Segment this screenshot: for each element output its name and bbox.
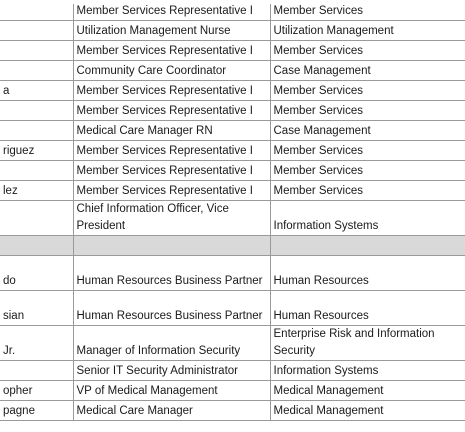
job-title-cell[interactable]: Community Care Coordinator xyxy=(73,61,270,81)
department-cell[interactable]: Utilization Management xyxy=(270,21,465,41)
name-cell[interactable]: opher xyxy=(0,381,73,401)
job-title-cell[interactable]: Member Services Representative I xyxy=(73,181,270,201)
department-cell[interactable]: Case Management xyxy=(270,121,465,141)
department-cell[interactable]: Member Services xyxy=(270,41,465,61)
job-title-cell[interactable]: Medical Care Manager RN xyxy=(73,121,270,141)
department-cell[interactable] xyxy=(270,236,465,256)
name-cell[interactable]: Jr. xyxy=(0,326,73,361)
table-row xyxy=(0,41,465,61)
name-cell[interactable] xyxy=(0,21,73,41)
table-row xyxy=(0,326,465,361)
job-title-cell[interactable]: Member Services Representative I xyxy=(73,141,270,161)
table-row xyxy=(0,21,465,41)
table-row xyxy=(0,81,465,101)
job-title-cell[interactable]: Member Services Representative I xyxy=(73,161,270,181)
name-cell[interactable]: sian xyxy=(0,291,73,326)
table-row xyxy=(0,236,465,256)
name-cell[interactable] xyxy=(0,101,73,121)
name-cell[interactable]: lez xyxy=(0,181,73,201)
job-title-cell[interactable]: Senior IT Security Administrator xyxy=(73,361,270,381)
job-title-cell[interactable]: Member Services Representative I xyxy=(73,1,270,21)
job-title-cell[interactable]: Chief Information Officer, Vice President xyxy=(73,201,270,236)
department-cell[interactable]: Medical Management xyxy=(270,381,465,401)
job-title-cell[interactable]: Member Services Representative I xyxy=(73,101,270,121)
table-row xyxy=(0,401,465,421)
name-cell[interactable] xyxy=(0,161,73,181)
department-cell[interactable]: Member Services xyxy=(270,141,465,161)
job-title-cell[interactable]: Human Resources Business Partner xyxy=(73,291,270,326)
department-cell[interactable]: Human Resources xyxy=(270,256,465,291)
name-cell[interactable] xyxy=(0,236,73,256)
table-row xyxy=(0,181,465,201)
table-row xyxy=(0,291,465,326)
department-cell[interactable]: Member Services xyxy=(270,161,465,181)
table-row xyxy=(0,361,465,381)
department-cell[interactable]: Member Services xyxy=(270,101,465,121)
job-title-cell[interactable]: VP of Medical Management xyxy=(73,381,270,401)
department-cell[interactable]: Medical Management xyxy=(270,401,465,421)
job-title-cell[interactable]: Utilization Management Nurse xyxy=(73,21,270,41)
table-row xyxy=(0,101,465,121)
table-row xyxy=(0,61,465,81)
department-cell[interactable]: Member Services xyxy=(270,181,465,201)
name-cell[interactable]: a xyxy=(0,81,73,101)
name-cell[interactable] xyxy=(0,361,73,381)
table-row xyxy=(0,381,465,401)
table-body xyxy=(0,1,465,421)
department-cell[interactable]: Enterprise Risk and Information Security xyxy=(270,326,465,361)
department-cell[interactable]: Member Services xyxy=(270,1,465,21)
table-row xyxy=(0,256,465,291)
name-cell[interactable]: do xyxy=(0,256,73,291)
job-title-cell[interactable]: Member Services Representative I xyxy=(73,41,270,61)
department-cell[interactable]: Information Systems xyxy=(270,201,465,236)
table-row xyxy=(0,161,465,181)
name-cell[interactable] xyxy=(0,121,73,141)
department-cell[interactable]: Human Resources xyxy=(270,291,465,326)
department-cell[interactable]: Case Management xyxy=(270,61,465,81)
table-row xyxy=(0,121,465,141)
job-title-cell[interactable]: Member Services Representative I xyxy=(73,81,270,101)
job-title-cell[interactable]: Human Resources Business Partner xyxy=(73,256,270,291)
table-row xyxy=(0,141,465,161)
table-row xyxy=(0,201,465,236)
name-cell[interactable]: riguez xyxy=(0,141,73,161)
top-crop-edge xyxy=(0,0,465,4)
job-title-cell[interactable]: Manager of Information Security xyxy=(73,326,270,361)
name-cell[interactable] xyxy=(0,41,73,61)
department-cell[interactable]: Information Systems xyxy=(270,361,465,381)
name-cell[interactable] xyxy=(0,61,73,81)
department-cell[interactable]: Member Services xyxy=(270,81,465,101)
job-title-cell[interactable]: Medical Care Manager xyxy=(73,401,270,421)
name-cell[interactable]: pagne xyxy=(0,401,73,421)
name-cell[interactable] xyxy=(0,201,73,236)
job-title-cell[interactable] xyxy=(73,236,270,256)
